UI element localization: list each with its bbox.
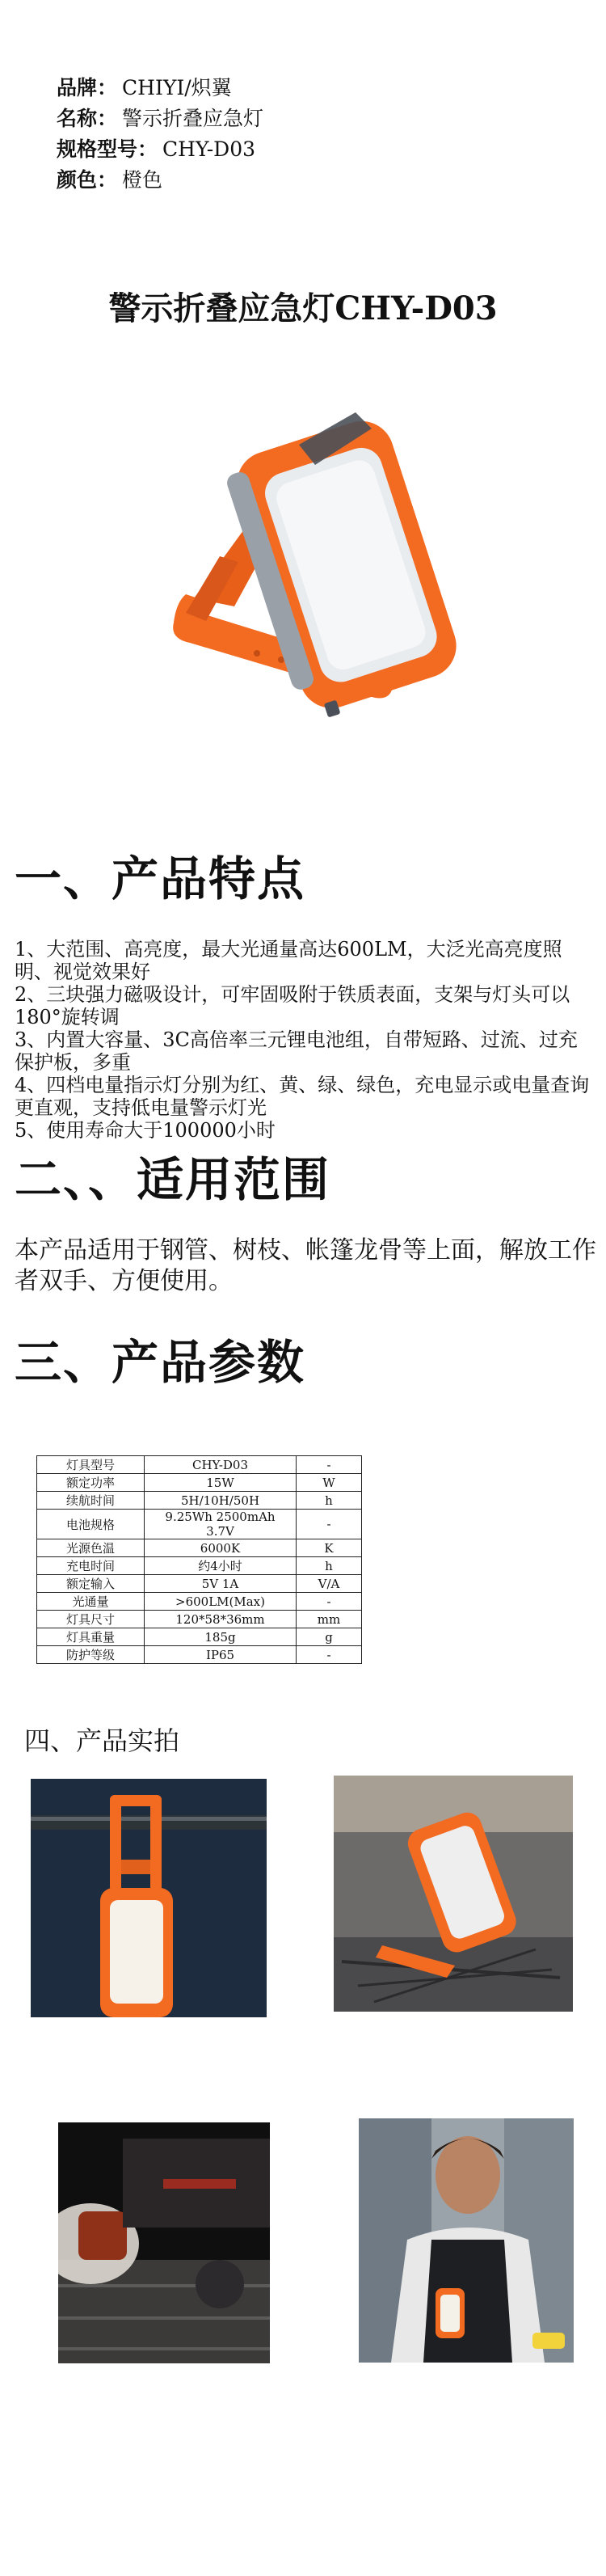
spec-unit: g: [297, 1628, 362, 1646]
section-title-photos: 四、产品实拍: [24, 1725, 180, 1756]
table-row: [37, 1456, 362, 1474]
section-title-params: 三、产品参数: [15, 1335, 306, 1390]
table-row: [37, 1474, 362, 1492]
table-row: [37, 1646, 362, 1664]
spec-label: 光通量: [37, 1593, 145, 1611]
feature-item: 2、三块强力磁吸设计，可牢固吸附于铁质表面，支架与灯头可以180°旋转调: [15, 983, 570, 1028]
spec-value: >600LM(Max): [145, 1593, 297, 1611]
spec-unit: h: [297, 1557, 362, 1575]
spec-value: 5H/10H/50H: [145, 1492, 297, 1510]
spec-label: 灯具型号: [37, 1456, 145, 1474]
product-meta: [57, 73, 263, 196]
spec-value: 120*58*36mm: [145, 1611, 297, 1628]
spec-value: 6000K: [145, 1539, 297, 1557]
spec-unit: -: [297, 1646, 362, 1664]
spec-value: IP65: [145, 1646, 297, 1664]
section-title-features: 一、产品特点: [15, 851, 306, 906]
meta-label: 名称：: [57, 107, 118, 130]
product-title: 警示折叠应急灯CHY-D03: [108, 289, 498, 327]
meta-value: CHIYI/炽翼: [122, 76, 232, 99]
spec-label: 额定功率: [37, 1474, 145, 1492]
table-row: [37, 1557, 362, 1575]
spec-unit: -: [297, 1510, 362, 1539]
meta-label: 规格型号：: [57, 137, 158, 161]
table-row: [37, 1611, 362, 1628]
spec-value: 185g: [145, 1628, 297, 1646]
spec-unit: V/A: [297, 1575, 362, 1593]
spec-value: 5V 1A: [145, 1575, 297, 1593]
spec-value: CHY-D03: [145, 1456, 297, 1474]
meta-row-name: [57, 103, 263, 134]
spec-label: 光源色温: [37, 1539, 145, 1557]
spec-label: 灯具尺寸: [37, 1611, 145, 1628]
spec-value: 15W: [145, 1474, 297, 1492]
meta-row-brand: [57, 73, 263, 103]
photo-worker-lamp: [359, 2118, 574, 2363]
photo-hanging-lamp: [31, 1779, 267, 2017]
meta-value: 警示折叠应急灯: [122, 107, 264, 130]
spec-value: 约4小时: [145, 1557, 297, 1575]
meta-label: 颜色：: [57, 168, 118, 192]
meta-value: 橙色: [122, 168, 163, 192]
spec-label: 灯具重量: [37, 1628, 145, 1646]
features-list: [15, 938, 596, 1142]
table-row: [37, 1593, 362, 1611]
spec-label: 续航时间: [37, 1492, 145, 1510]
feature-item: 3、内置大容量、3C高倍率三元锂电池组，自带短路、过流、过充保护板，多重: [15, 1028, 578, 1074]
spec-unit: -: [297, 1593, 362, 1611]
section-title-scope: 二、、适用范围: [15, 1152, 331, 1207]
table-row: [37, 1539, 362, 1557]
meta-label: 品牌：: [57, 76, 118, 99]
meta-value: CHY-D03: [162, 137, 256, 161]
photo-lamp-workbench: [334, 1776, 573, 2012]
spec-table: [36, 1455, 362, 1664]
table-row: [37, 1492, 362, 1510]
spec-label: 充电时间: [37, 1557, 145, 1575]
spec-value: 9.25Wh 2500mAh 3.7V: [145, 1510, 297, 1539]
spec-unit: K: [297, 1539, 362, 1557]
photo-lamp-car: [58, 2122, 270, 2363]
meta-row-model: [57, 134, 263, 165]
scope-text: 本产品适用于钢管、树枝、帐篷龙骨等上面，解放工作者双手、方便使用。: [15, 1236, 596, 1295]
spec-label: 额定输入: [37, 1575, 145, 1593]
meta-row-color: [57, 165, 263, 196]
product-hero-image: [162, 396, 493, 752]
feature-item: 5、使用寿命大于100000小时: [15, 1119, 276, 1142]
spec-unit: mm: [297, 1611, 362, 1628]
spec-label: 防护等级: [37, 1646, 145, 1664]
feature-item: 4、四档电量指示灯分别为红、黄、绿、绿色，充电显示或电量查询更直观，支持低电量警示灯光: [15, 1074, 590, 1119]
feature-item: 1、大范围、高亮度，最大光通量高达600LM，大泛光高亮度照明、视觉效果好: [15, 938, 562, 983]
table-row: [37, 1575, 362, 1593]
table-row: [37, 1628, 362, 1646]
spec-unit: -: [297, 1456, 362, 1474]
spec-unit: W: [297, 1474, 362, 1492]
spec-unit: h: [297, 1492, 362, 1510]
table-row: [37, 1510, 362, 1539]
spec-label: 电池规格: [37, 1510, 145, 1539]
